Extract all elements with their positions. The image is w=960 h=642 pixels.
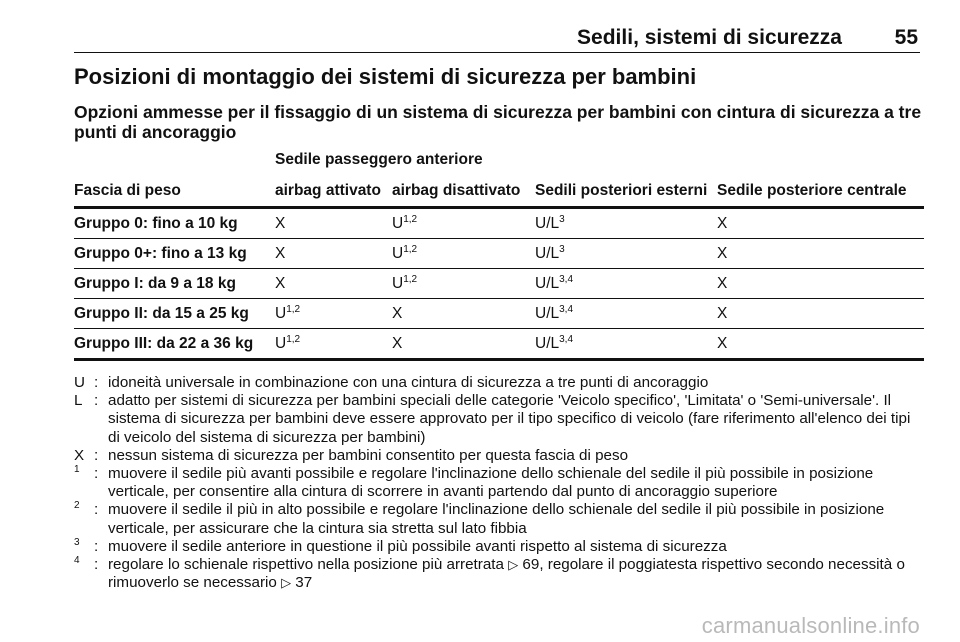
cell-value: Gruppo 0+: fino a 13 kg <box>74 244 247 262</box>
cell-rear-center <box>717 239 924 269</box>
cell-value: X <box>392 304 403 322</box>
footnote-ref: 1,2 <box>403 213 418 225</box>
table-row <box>74 269 924 299</box>
legend-item <box>74 501 926 537</box>
front-passenger-seat-group-header: Sedile passeggero anteriore <box>275 151 483 168</box>
cell-rear-outer <box>535 208 717 239</box>
legend-separator: : <box>94 446 99 464</box>
cell-value: Gruppo II: da 15 a 25 kg <box>74 304 249 322</box>
cell-weight-band <box>74 208 275 239</box>
legend-key <box>74 556 94 592</box>
table-subtitle: Opzioni ammesse per il fissaggio di un sistema di sicurezza per bambini con cintura di sicurezza a tre punti di ancoraggio <box>74 102 922 142</box>
cell-airbag-on <box>275 208 392 239</box>
cell-airbag-on <box>275 329 392 360</box>
footnote-ref: 1,2 <box>403 273 418 285</box>
legend-text: muovere il sedile anteriore in questione il più possibile avanti rispetto al sistema di sicurezza <box>108 537 727 555</box>
triangle-right-icon: ▷ <box>508 557 519 573</box>
triangle-right-icon: ▷ <box>281 575 292 591</box>
cell-value: X <box>275 244 286 262</box>
legend-text: nessun sistema di sicurezza per bambini consentito per questa fascia di peso <box>108 446 629 464</box>
footnote-ref: 3,4 <box>559 333 574 345</box>
cell-value: X <box>392 334 403 352</box>
legend-text-part: regolare lo schienale rispettivo nella posizione più arretrata <box>108 556 504 574</box>
footnote-marker: 3 <box>74 536 80 548</box>
legend-item <box>74 556 926 592</box>
legend-key: L <box>74 392 83 410</box>
legend-key <box>74 501 94 537</box>
column-header-rear-outer-seats: Sedili posteriori esterni <box>535 176 717 208</box>
cell-rear-center <box>717 269 924 299</box>
table-row <box>74 299 924 329</box>
cell-value: X <box>717 214 728 232</box>
legend-key <box>74 538 94 556</box>
footnote-ref: 3 <box>559 213 565 225</box>
footnote-marker: 2 <box>74 500 80 512</box>
legend-key: X <box>74 446 85 464</box>
cell-value: Gruppo I: da 9 a 18 kg <box>74 274 236 292</box>
table-header-row <box>74 176 924 208</box>
footnote-ref: 3,4 <box>559 303 574 315</box>
cell-rear-center <box>717 208 924 239</box>
footnote-ref: 3 <box>559 243 565 255</box>
cell-value: U <box>275 304 287 322</box>
legend-item <box>74 392 926 447</box>
cell-value: U/L <box>535 214 560 232</box>
cell-value: X <box>717 304 728 322</box>
legend-text <box>108 556 926 592</box>
cell-airbag-off <box>392 239 535 269</box>
legend-text: adatto per sistemi di sicurezza per bambini speciali delle categorie 'Veicolo specifico', 'Limitata' o 'Semi-universale'. Il sistema di sicurezza per bambini deve essere approvato per il tipo specifico di veicolo (fare riferimento all'elenco dei tipi di veicolo del sistema di sicurezza per bambini) <box>108 392 911 446</box>
section-title: Posizioni di montaggio dei sistemi di sicurezza per bambini <box>74 64 697 89</box>
footnote-marker: 4 <box>74 555 80 567</box>
cell-value: X <box>275 214 286 232</box>
legend-separator: : <box>94 392 99 410</box>
cell-value: U/L <box>535 334 560 352</box>
cell-rear-outer <box>535 269 717 299</box>
cell-airbag-on <box>275 299 392 329</box>
cell-rear-outer <box>535 299 717 329</box>
cell-value: X <box>717 334 728 352</box>
footnote-ref: 1,2 <box>286 303 301 315</box>
cell-weight-band <box>74 239 275 269</box>
legend-text: muovere il sedile il più in alto possibile e regolare l'inclinazione dello schienale del sedile il più possibile in posizione verticale, per assicurare che la cintura sia stretta sul lato fibbia <box>108 501 885 537</box>
footnote-ref: 3,4 <box>559 273 574 285</box>
cell-value: Gruppo 0: fino a 10 kg <box>74 214 238 232</box>
legend-item <box>74 374 926 392</box>
footnote-marker: 1 <box>74 464 80 476</box>
legend-key: U <box>74 374 85 391</box>
page-number: 55 <box>894 26 918 49</box>
cell-value: U/L <box>535 274 560 292</box>
cell-value: U/L <box>535 304 560 322</box>
child-seat-positions-table <box>74 176 924 361</box>
cell-weight-band <box>74 269 275 299</box>
cell-value: X <box>717 244 728 262</box>
legend-separator: : <box>94 501 99 519</box>
cell-value: U/L <box>535 244 560 262</box>
cell-value: Gruppo III: da 22 a 36 kg <box>74 334 254 352</box>
legend <box>74 374 926 592</box>
cell-value: U <box>392 214 404 232</box>
footnote-ref: 1,2 <box>403 243 418 255</box>
watermark: carmanualsonline.info <box>701 613 920 638</box>
legend-separator: : <box>94 465 99 483</box>
cell-rear-outer <box>535 239 717 269</box>
chapter-title: Sedili, sistemi di sicurezza <box>577 26 842 49</box>
legend-key <box>74 465 94 501</box>
cell-airbag-off <box>392 329 535 360</box>
cell-rear-center <box>717 329 924 360</box>
cell-value: X <box>275 274 286 292</box>
running-header <box>74 22 920 53</box>
legend-separator: : <box>94 556 99 574</box>
legend-separator: : <box>94 537 99 555</box>
legend-text: idoneità universale in combinazione con una cintura di sicurezza a tre punti di ancoraggio <box>108 374 709 391</box>
table-row <box>74 208 924 239</box>
column-header-airbag-off: airbag disattivato <box>392 176 535 208</box>
legend-item <box>74 465 926 501</box>
cell-value: U <box>392 274 404 292</box>
cell-airbag-on <box>275 239 392 269</box>
legend-item <box>74 447 926 465</box>
footnote-ref: 1,2 <box>286 333 301 345</box>
cell-airbag-on <box>275 269 392 299</box>
cell-value: U <box>275 334 287 352</box>
column-header-airbag-on: airbag attivato <box>275 176 392 208</box>
page-reference-link[interactable]: 69 <box>522 556 540 574</box>
cell-rear-outer <box>535 329 717 360</box>
cell-weight-band <box>74 299 275 329</box>
cell-value: X <box>717 274 728 292</box>
cell-airbag-off <box>392 269 535 299</box>
legend-item <box>74 538 926 556</box>
table-row <box>74 329 924 360</box>
legend-text-part: , regolare il poggiatesta rispettivo secondo necessità o rimuoverlo se necessario <box>108 556 905 592</box>
legend-separator: : <box>94 374 99 391</box>
legend-text: muovere il sedile più avanti possibile e regolare l'inclinazione dello schienale del sedile il più possibile in posizione verticale, per consentire alla cintura di scorrere in avanti partendo dal punto di ancoraggio superiore <box>108 465 874 501</box>
table-row <box>74 239 924 269</box>
page-reference-link[interactable]: 37 <box>295 574 313 592</box>
cell-value: U <box>392 244 404 262</box>
cell-airbag-off <box>392 299 535 329</box>
column-header-weight-band: Fascia di peso <box>74 176 275 208</box>
cell-airbag-off <box>392 208 535 239</box>
column-header-rear-center-seat: Sedile posteriore centrale <box>717 176 924 208</box>
cell-rear-center <box>717 299 924 329</box>
cell-weight-band <box>74 329 275 360</box>
